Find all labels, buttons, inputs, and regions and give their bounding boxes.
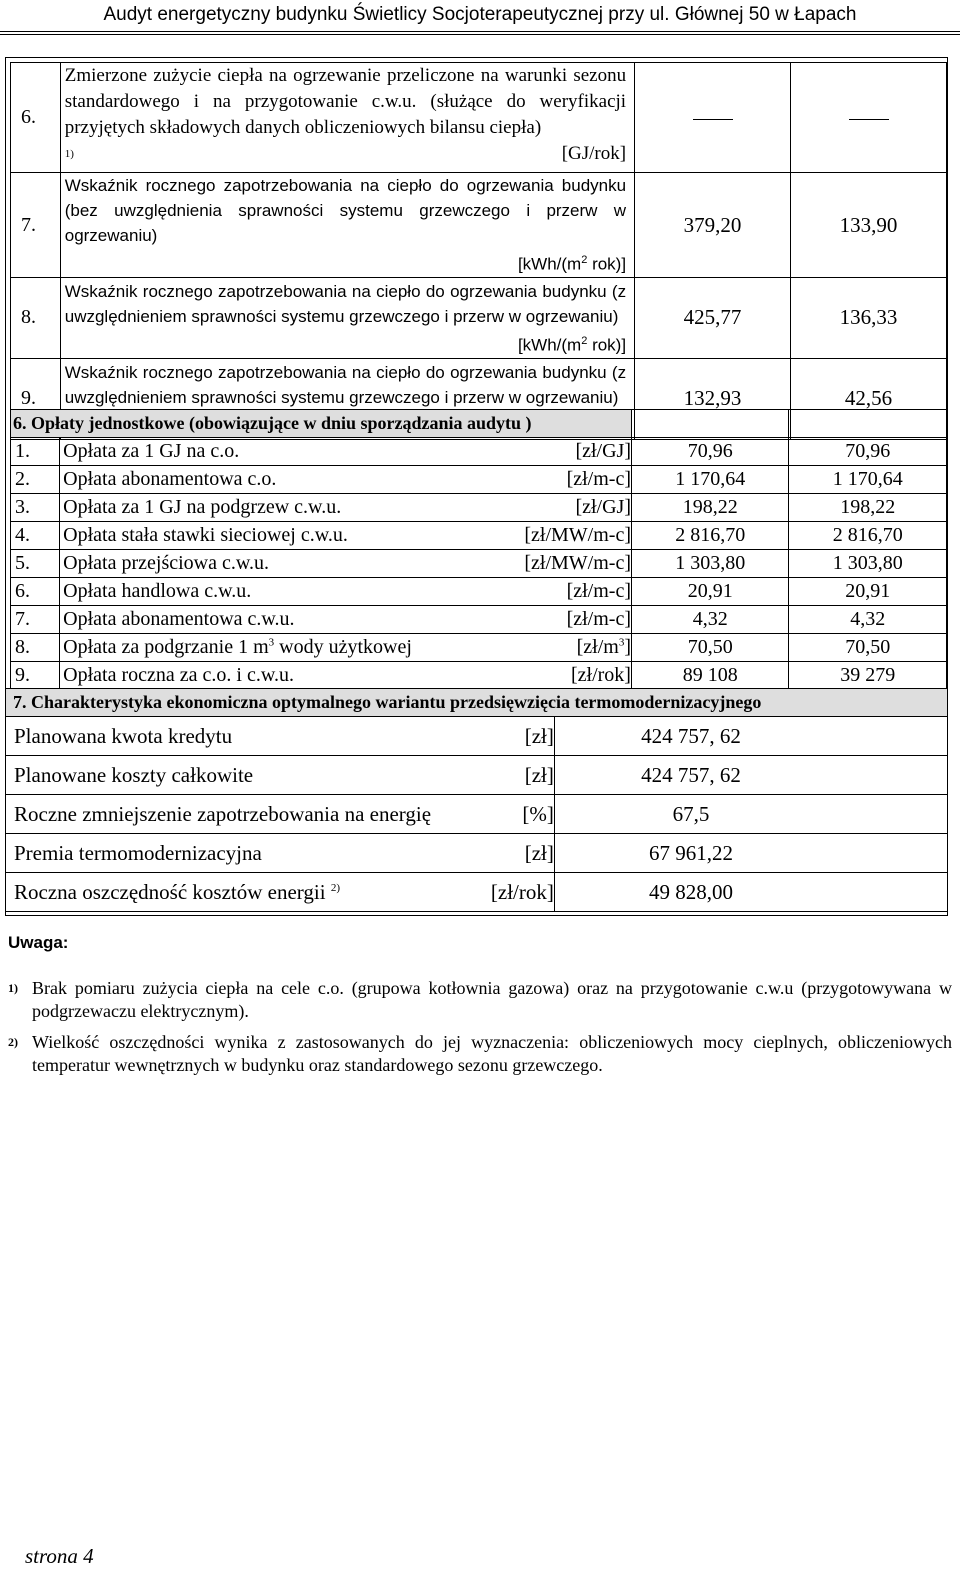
row-number: 9. (11, 662, 60, 690)
value-before: 1 170,64 (631, 466, 789, 494)
value-before: 132,93 (635, 358, 791, 439)
page-header: Audyt energetyczny budynku Świetlicy Socjoterapeutycznej przy ul. Głównej 50 w Łapach (103, 4, 857, 25)
notes-title: Uwaga: (8, 933, 69, 952)
economics-value: 67,5 (554, 795, 947, 834)
economics-label: Planowane koszty całkowite (14, 762, 254, 787)
table-row (6, 873, 948, 912)
value-after: 133,90 (791, 173, 947, 278)
economics-unit: [%] (522, 801, 554, 826)
economics-unit: [zł] (524, 762, 554, 787)
fee-label: Opłata przejściowa c.w.u. (63, 552, 269, 574)
value-before: 379,20 (635, 173, 791, 278)
row-number: 7. (11, 606, 60, 634)
fee-label: Opłata za podgrzanie 1 $m^3$ wody użytkowej (63, 636, 412, 658)
table-row (11, 550, 947, 578)
table-row (6, 795, 948, 834)
value-before: 4,32 (631, 606, 789, 634)
row-unit: [$kWh/(m^2$ rok)] (517, 254, 627, 274)
value-after: 2 816,70 (789, 522, 947, 550)
header-rule-double (0, 34, 960, 35)
table-row (11, 494, 947, 522)
economics-value: 424 757, 62 (554, 756, 947, 795)
value-before: 198,22 (631, 494, 789, 522)
indicators-table (10, 62, 947, 440)
header-rule (0, 31, 960, 32)
table-row (11, 662, 947, 690)
row-description: Wskaźnik rocznego zapotrzebowania na ciepło do ogrzewania budynku (z uwzględnieniem sprawności systemu grzewczego i przerw w ogrzewaniu) (60, 358, 634, 439)
section-heading: 6. Opłaty jednostkowe (obowiązujące w dniu sporządzania audytu ) (11, 410, 632, 438)
economics-table (5, 688, 948, 912)
row-number: 8. (11, 277, 61, 358)
fee-unit: [zł/m-c] (566, 580, 631, 602)
table-row (11, 606, 947, 634)
value-after: 198,22 (789, 494, 947, 522)
table-row (6, 756, 948, 795)
table-row (11, 522, 947, 550)
table-row (11, 466, 947, 494)
table-row (11, 634, 947, 662)
table-row (6, 717, 948, 756)
value-after: 4,32 (789, 606, 947, 634)
row-number: 4. (11, 522, 60, 550)
value-before: 89 108 (631, 662, 789, 690)
row-number: 7. (11, 173, 61, 278)
row-description: Zmierzone zużycie ciepła na ogrzewanie przeliczone na warunki sezonu standardowego i na przygotowanie c.w.u. (służące do weryfikacji przyjętych składowych danych obliczeniowych bilansu ciepła) $^{1)}$ [GJ/rok] (60, 63, 634, 173)
footnote-ref: 1) (64, 148, 74, 160)
fee-unit: $[zł/m^3]$ (576, 636, 631, 658)
table-row (6, 834, 948, 873)
fee-label: Opłata abonamentowa c.o. (63, 468, 277, 490)
economics-unit: [zł] (524, 840, 554, 865)
footnote-mark: 2) (8, 1035, 18, 1049)
row-number: 1. (11, 438, 60, 466)
row-unit: [$kWh/(m^2$ rok)] (517, 334, 627, 355)
row-number: 6. (11, 63, 61, 173)
fee-unit: [zł/m-c] (566, 608, 631, 630)
fee-label: Opłata abonamentowa c.w.u. (63, 608, 295, 630)
fee-unit: [zł/MW/m-c] (524, 524, 631, 546)
fee-unit: [zł/rok] (571, 664, 631, 686)
fee-unit: [zł/GJ] (575, 440, 631, 462)
economics-label: Premia termomodernizacyjna (14, 840, 262, 865)
value-empty-dash (791, 63, 947, 173)
value-before: 425,77 (635, 277, 791, 358)
table-row (11, 277, 947, 358)
fee-unit: [zł/MW/m-c] (524, 552, 631, 574)
economics-value: 67 961,22 (554, 834, 947, 873)
row-number: 8. (11, 634, 60, 662)
value-before: 1 303,80 (631, 550, 789, 578)
value-after: 1 170,64 (789, 466, 947, 494)
value-after: 42,56 (791, 358, 947, 439)
value-after: 39 279 (789, 662, 947, 690)
fee-label: Opłata za 1 GJ na c.o. (63, 440, 240, 462)
economics-value: 49 828,00 (554, 873, 947, 912)
page-number: strona 4 (25, 1544, 94, 1568)
table-row (11, 438, 947, 466)
section-heading: 7. Charakterystyka ekonomiczna optymalnego wariantu przedsięwzięcia termomodernizacyjnego (6, 689, 948, 717)
value-before: 70,96 (631, 438, 789, 466)
economics-unit: [zł/rok] (490, 879, 554, 904)
row-number: 2. (11, 466, 60, 494)
value-before: 20,91 (631, 578, 789, 606)
row-unit: [GJ/rok] (561, 143, 627, 164)
footnote-2: 2) Wielkość oszczędności wynika z zastosowanych do jej wyznaczenia: obliczeniowych mocy cieplnych, obliczeniowych temperatur wewnętrznych w budynku oraz standardowego sezonu grzewczego. (8, 1032, 952, 1075)
row-description: Wskaźnik rocznego zapotrzebowania na ciepło do ogrzewania budynku (z uwzględnieniem sprawności systemu grzewczego i przerw w ogrzewaniu) [$kWh/(m^2$ rok)] (60, 277, 634, 358)
notes-section (8, 933, 952, 1075)
footnote-mark: 1) (8, 981, 18, 995)
economics-label: Roczne zmniejszenie zapotrzebowania na energię (14, 801, 432, 826)
value-before: 2 816,70 (631, 522, 789, 550)
row-number: 6. (11, 578, 60, 606)
value-empty-dash (635, 63, 791, 173)
value-after: 20,91 (789, 578, 947, 606)
row-number: 5. (11, 550, 60, 578)
row-number: 3. (11, 494, 60, 522)
economics-unit: [zł] (524, 723, 554, 748)
section-heading-row (11, 410, 947, 438)
table-row (11, 173, 947, 278)
row-number: 9. (11, 358, 61, 439)
fee-label: Opłata handlowa c.w.u. (63, 580, 252, 602)
fees-table (10, 409, 947, 690)
table-row (11, 578, 947, 606)
row-description: Wskaźnik rocznego zapotrzebowania na ciepło do ogrzewania budynku (bez uwzględnienia sprawności systemu grzewczego i przerw w ogrzewaniu) [$kWh/(m^2$ rok)] (60, 173, 634, 278)
economics-label: Roczna oszczędność kosztów energii $^{2)}$ (14, 879, 341, 904)
economics-label: Planowana kwota kredytu (14, 723, 233, 748)
footnote-ref: 2) (330, 881, 341, 894)
fee-label: Opłata za 1 GJ na podgrzew c.w.u. (63, 496, 342, 518)
table-row (11, 63, 947, 173)
fee-unit: [zł/GJ] (575, 496, 631, 518)
fee-unit: [zł/m-c] (566, 468, 631, 490)
value-after: 70,50 (789, 634, 947, 662)
footnote-1: 1) Brak pomiaru zużycia ciepła na cele c.o. (grupowa kotłownia gazowa) oraz na przygotowanie c.w.u (przygotowywana w podgrzewaczu elektrycznym). (8, 978, 952, 1021)
fee-label: Opłata stała stawki sieciowej c.w.u. (63, 524, 348, 546)
fee-label: Opłata roczna za c.o. i c.w.u. (63, 664, 294, 686)
economics-value: 424 757, 62 (554, 717, 947, 756)
value-before: 70,50 (631, 634, 789, 662)
value-after: 70,96 (789, 438, 947, 466)
section-heading-row (6, 689, 948, 717)
value-after: 136,33 (791, 277, 947, 358)
value-after: 1 303,80 (789, 550, 947, 578)
